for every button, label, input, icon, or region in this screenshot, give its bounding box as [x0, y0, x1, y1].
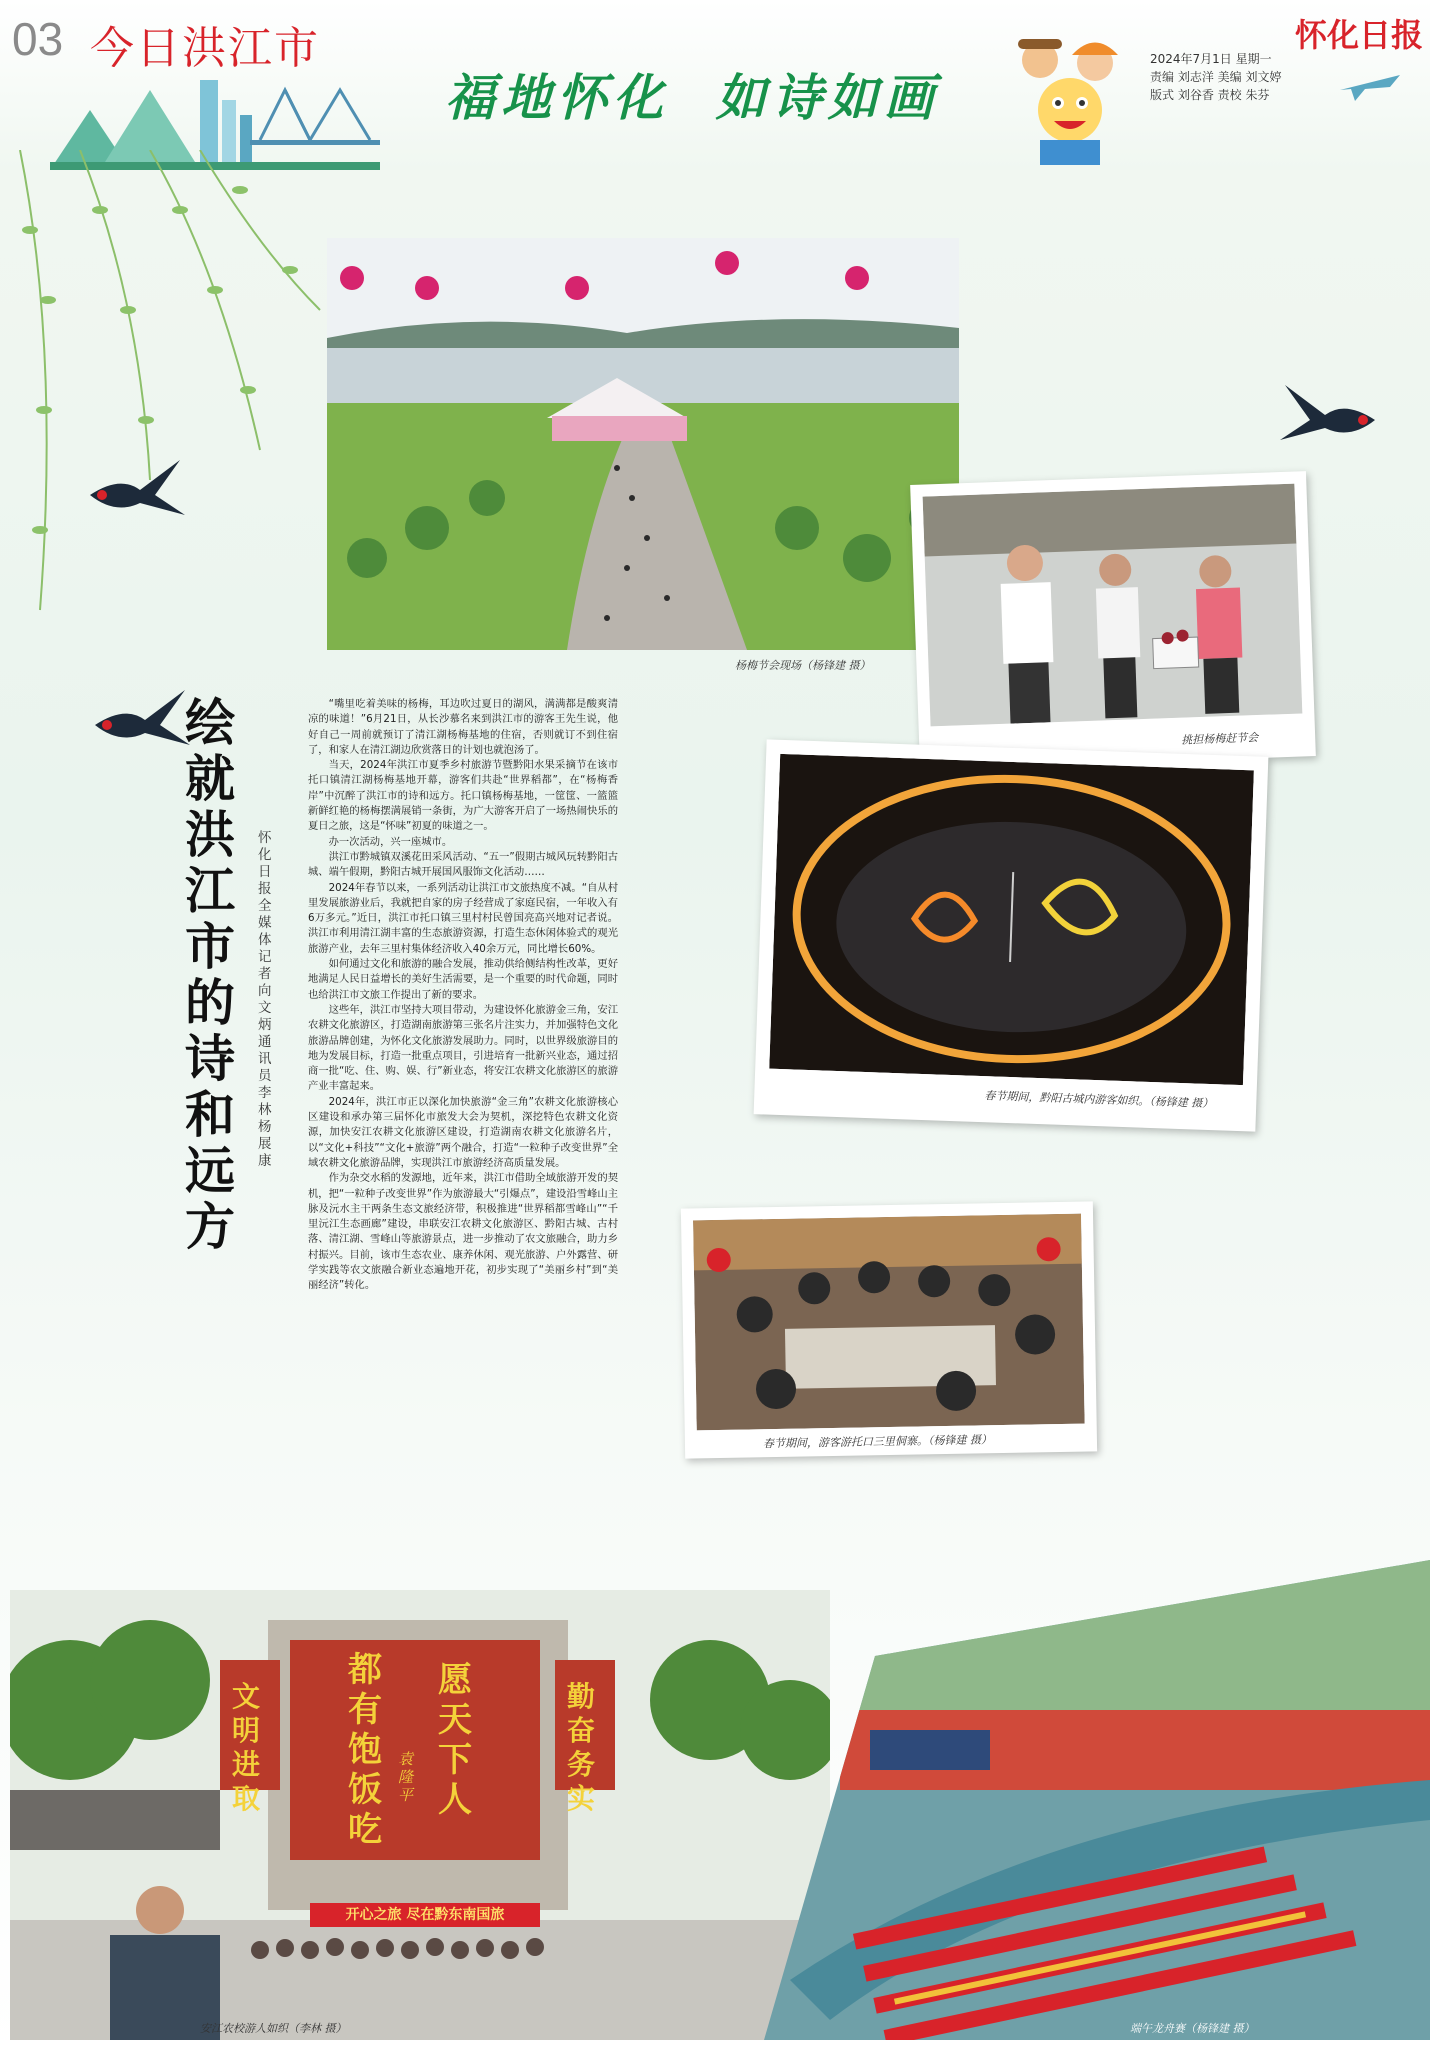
photo-anjiang-agricultural-school: [10, 1590, 830, 2040]
masthead: 怀化日报: [1295, 16, 1424, 54]
photo-ancient-town-night: [769, 754, 1254, 1085]
bottom-right-caption: 端午龙舟赛（杨锋建 摄）: [1130, 2022, 1255, 2035]
photo-1-caption: 杨梅节会现场（杨锋建 摄）: [735, 659, 871, 672]
bottom-left-caption: 安江农校游人如织（李林 摄）: [200, 2022, 347, 2035]
sign-left-text: 文明进取: [232, 1680, 261, 1815]
article-headline: 绘就洪江市的诗和远方: [185, 693, 235, 1256]
photo-2-frame: [910, 471, 1316, 770]
sign-right-text: 勤奋务实: [567, 1680, 596, 1815]
slogan: 福地怀化 如诗如画: [445, 68, 940, 127]
tour-banner: 开心之旅 尽在黔东南国旅: [310, 1903, 540, 1927]
tourist-cartoon-illustration: [1010, 25, 1130, 165]
article-byline: 怀化日报全媒体记者 向文炳 通讯员 李林 杨展康: [258, 830, 272, 1169]
paragraph: 2024年春节以来，一系列活动让洪江市文旅热度不减。“自从村里发展旅游业后，我就把自家的房子经营成了家庭民宿，一年收入有6万多元。”近日，洪江市托口镇三里村村民曾国亮高兴地对记者说。洪江市利用清江湖丰富的生态旅游资源，打造生态休闲体验式的观光旅游产业，去年三里村集体经济收入40余万元，同比增长60%。: [308, 881, 618, 955]
paragraph: 办一次活动，兴一座城市。: [328, 835, 453, 848]
paragraph: 如何通过文化和旅游的融合发展，推动供给侧结构性改革，更好地满足人民日益增长的美好生活需要，是一个重要的时代命题，同时也给洪江市文旅工作提出了新的要求。: [308, 958, 618, 1001]
photo-2-caption: 挑担杨梅赶节会: [1180, 731, 1259, 747]
paragraph: 作为杂交水稻的发源地，近年来，洪江市借助全域旅游开发的契机，把“一粒种子改变世界”作为旅游最大“引爆点”，建设沿雪峰山主脉及沅水主干两条生态文旅经济带，积极推进“世界稻都雪峰山”“千里沅江生态画廊”建设，串联安江农耕文化旅游区、黔阳古城、古村落、清江湖、雪峰山等旅游景点，进一步推动了农文旅融合，助力乡村振兴。目前，该市生态农业、康养休闲、观光旅游、户外露营、研学实践等农文旅融合新业态遍地开花，初步实现了“美丽乡村”到“美丽经济”转化。: [308, 1172, 618, 1292]
sign-center-line-2: 都有饱饭吃: [348, 1650, 382, 1850]
sign-signature: 袁隆平: [398, 1750, 414, 1804]
editor-line-1: 责编 刘志洋 美编 刘文婷: [1150, 70, 1282, 84]
airplane-icon: [1335, 65, 1405, 105]
page-header: [0, 0, 1430, 170]
paragraph: “嘴里吃着美味的杨梅，耳边吹过夏日的湖风，满满都是酸爽清凉的味道！”6月21日，从长沙慕名来到洪江市的游客王先生说，他好自己一周前就预订了清江湖杨梅基地的住宿，否则就订不到住宿了，和家人在清江湖边欣赏落日的计划也就泡汤了。: [308, 698, 618, 756]
sign-center-line-1: 愿天下人: [438, 1660, 472, 1820]
swallow-icon: [85, 685, 195, 755]
photo-4-caption: 春节期间，游客游托口三里侗寨。（杨锋建 摄）: [762, 1433, 993, 1451]
section-title: 今日洪江市: [90, 23, 320, 74]
date-line: 2024年7月1日 星期一: [1150, 52, 1272, 66]
night-square-illustration: [769, 754, 1254, 1085]
photo-3-frame: [754, 739, 1269, 1131]
paragraph: 2024年，洪江市正以深化加快旅游“金三角”农耕文化旅游核心区建设和承办第三届怀化市旅发大会为契机，深挖特色农耕文化资源，加快安江农耕文化旅游区建设，打造湖南农耕文化旅游名片，以“文化+科技”“文化+旅游”两个融合，打造“一粒种子改变世界”全域农耕文化旅游品牌，实现洪江市旅游经济高质量发展。: [308, 1095, 618, 1169]
festival-scene-illustration: [327, 238, 959, 650]
photo-3-caption: 春节期间，黔阳古城内游客如织。（杨锋建 摄）: [984, 1089, 1214, 1111]
carrying-scene-illustration: [923, 484, 1303, 727]
photo-bayberry-festival: [327, 238, 959, 650]
photo-4-frame: [681, 1201, 1097, 1458]
swallow-icon: [80, 455, 190, 525]
editor-line-2: 版式 刘谷香 责校 朱芬: [1150, 88, 1270, 102]
paragraph: 当天，2024年洪江市夏季乡村旅游节暨黔阳水果采摘节在该市托口镇清江湖杨梅基地开幕，游客们共赴“世界稻都”，在“杨梅香岸”中沉醉了洪江市的诗和远方。托口镇杨梅基地，一筐筐、一篮篮新鲜红艳的杨梅摆满展销一条街，为广大游客开启了一场热闹快乐的夏日之旅，这是“怀味”初夏的味道之一。: [308, 759, 618, 833]
feast-scene-illustration: [693, 1214, 1085, 1431]
school-scene-illustration: [10, 1590, 830, 2040]
paragraph: 洪江市黔城镇双溪花田采风活动、“五一”假期古城风玩转黔阳古城、端午假期，黔阳古城开展国风服饰文化活动……: [308, 850, 618, 879]
page-number: 03: [12, 13, 64, 65]
photo-dong-village-feast: [693, 1214, 1085, 1431]
article-body: [308, 697, 618, 1294]
willow-branches-decoration: [0, 150, 330, 620]
photo-carrying-bayberries: [923, 484, 1303, 727]
paragraph: 这些年，洪江市坚持大项目带动，为建设怀化旅游金三角，安江农耕文化旅游区，打造湖南旅游第三张名片注实力，并加强特色文化旅游品牌创建，为怀化文化旅游发展助力。同时，以世界级旅游目的地为发展目标，打造一批重点项目，引进培育一批新兴业态，通过招商一批“吃、住、购、娱、行”新业态，将安江农耕文化旅游区的旅游产业丰富起来。: [308, 1003, 618, 1093]
swallow-icon: [1275, 380, 1385, 450]
